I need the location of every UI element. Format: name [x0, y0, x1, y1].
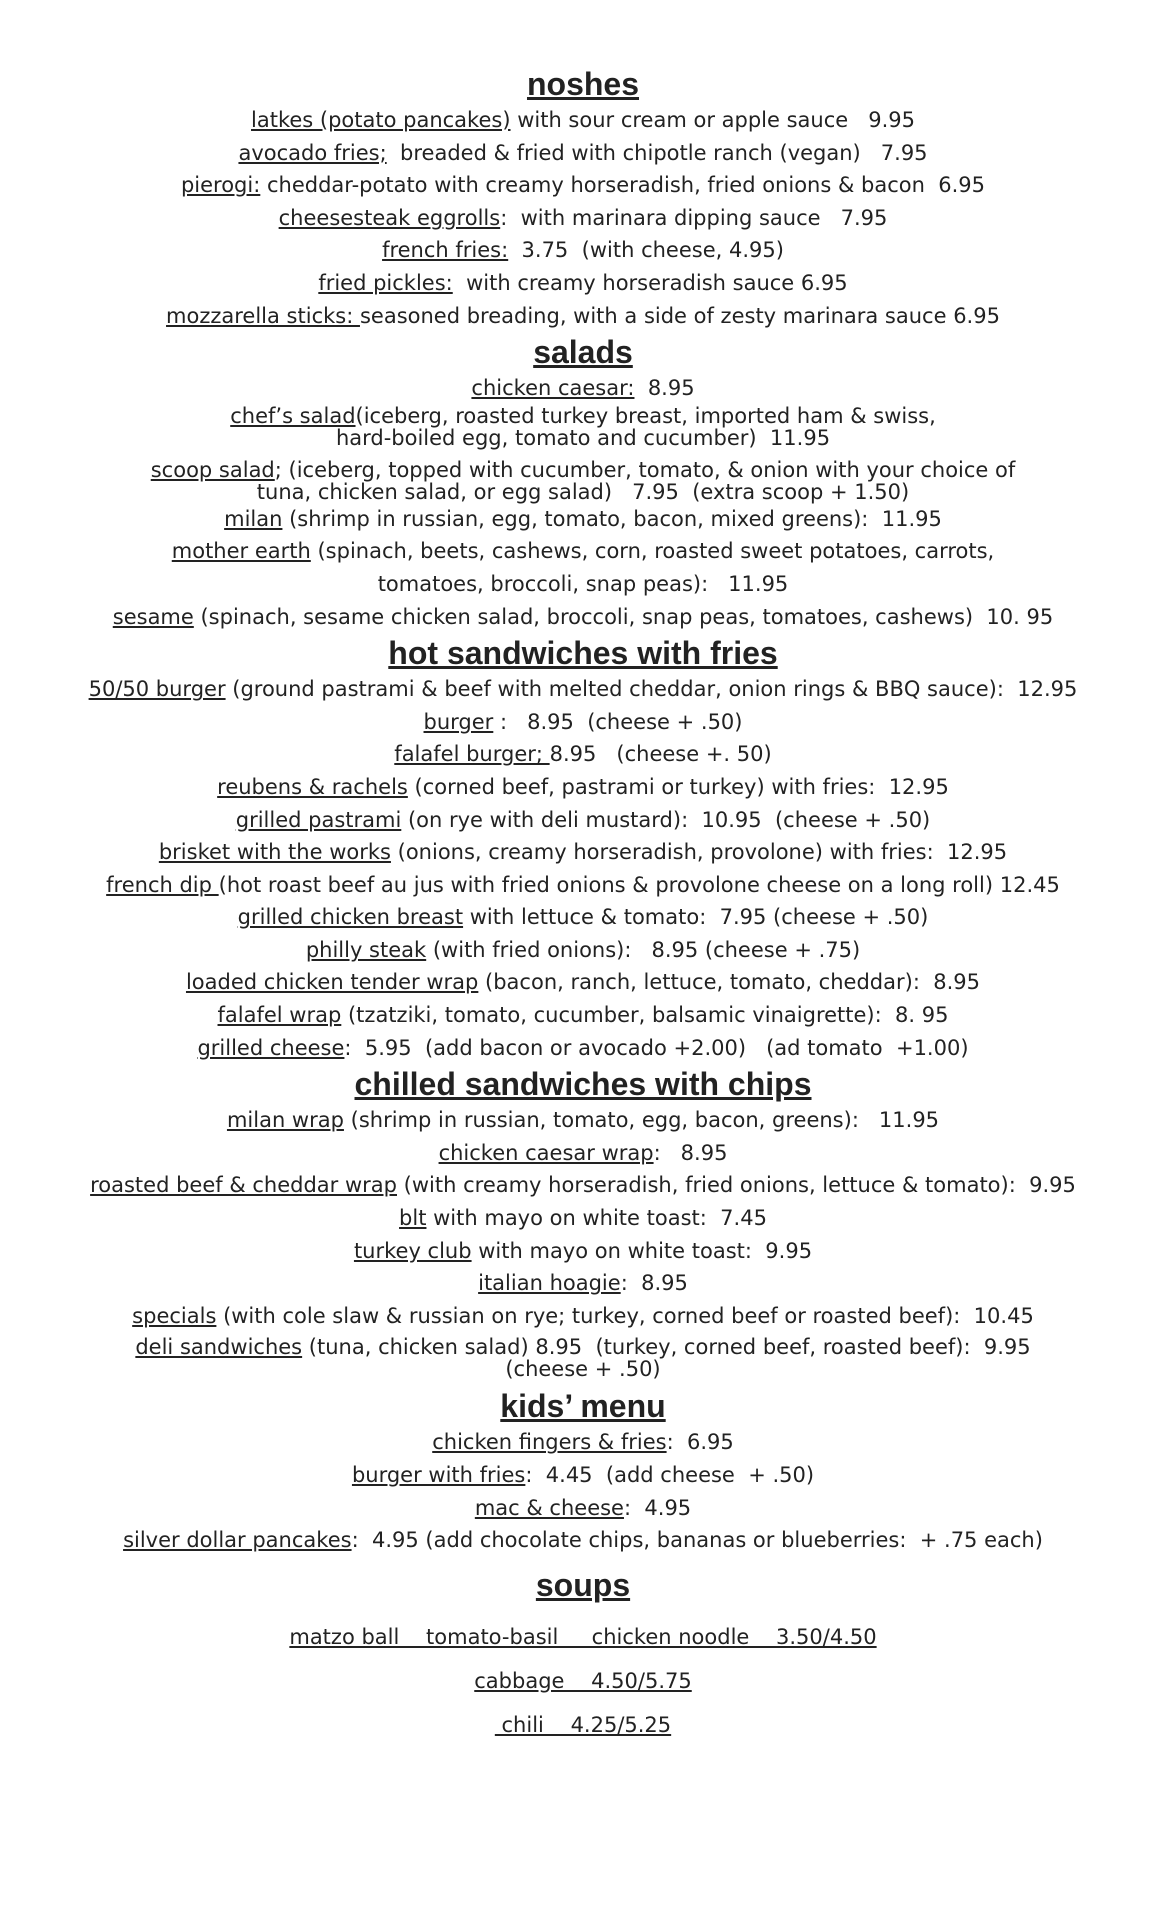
item-desc: (hot roast beef au jus with fried onions & provolone cheese on a long roll) 12.45 [218, 872, 1060, 897]
item-name: burger with fries [351, 1463, 526, 1487]
item-name: 50/50 burger [88, 677, 226, 702]
menu-item [0, 137, 1166, 170]
menu-item [0, 673, 1166, 706]
menu-item [0, 503, 1166, 536]
soup-line: matzo ball tomato-basil chicken noodle 3.50/4.50 [289, 1624, 877, 1649]
menu-item [0, 169, 1166, 202]
item-name: chicken caesar: [471, 376, 635, 401]
item-desc: (tzatziki, tomato, cucumber, balsamic vinaigrette): 8. 95 [341, 1003, 949, 1028]
menu-item [0, 300, 1166, 333]
item-name: avocado fries; [238, 140, 387, 165]
item-name: cheesesteak eggrolls [278, 205, 501, 230]
item-name: reubens & rachels [217, 774, 408, 799]
menu-item [0, 1202, 1166, 1235]
item-desc: ; (iceberg, topped with cucumber, tomato, & onion with your choice of [274, 457, 1016, 482]
item-name: french fries: [382, 238, 509, 263]
item-desc: seasoned breading, with a side of zesty marinara sauce 6.95 [359, 303, 1000, 328]
item-desc: : 4.95 [623, 1495, 692, 1520]
menu-item [0, 1104, 1166, 1137]
item-name: philly steak [305, 937, 427, 962]
menu-item [0, 804, 1166, 837]
menu-item [0, 1137, 1166, 1170]
item-desc: (bacon, ranch, lettuce, tomato, cheddar): 8.95 [478, 970, 981, 995]
item-desc-cont: (cheese + .50) [505, 1357, 661, 1382]
item-name: mozzarella sticks: [166, 303, 360, 328]
section-title-soups: soups [535, 1566, 631, 1603]
menu-item [0, 202, 1166, 235]
item-name: pierogi: [180, 173, 261, 198]
item-name: deli sandwiches [135, 1335, 303, 1360]
item-desc: (spinach, sesame chicken salad, broccoli, snap peas, tomatoes, cashews) 10. 95 [193, 604, 1054, 629]
item-name: turkey club [353, 1238, 472, 1263]
menu-item [0, 1459, 1166, 1492]
item-name: sesame [112, 604, 194, 629]
item-desc: : 8.95 [653, 1140, 728, 1165]
item-desc: (corned beef, pastrami or turkey) with fries: 12.95 [407, 774, 949, 799]
item-desc: : 6.95 [666, 1430, 734, 1455]
item-desc: with mayo on white toast: 9.95 [471, 1238, 813, 1263]
item-name: mother earth [171, 539, 311, 564]
item-name: fried pickles: [318, 270, 453, 295]
menu-item [0, 1032, 1166, 1065]
item-name: falafel wrap [217, 1003, 342, 1028]
item-name: grilled pastrami [235, 807, 402, 832]
menu-item [0, 104, 1166, 137]
menu-item [0, 267, 1166, 300]
item-desc: : 4.45 (add cheese + .50) [525, 1463, 815, 1487]
menu-item [0, 934, 1166, 967]
section-hot-sandwiches [0, 633, 1166, 1064]
section-noshes [0, 64, 1166, 332]
menu-item [0, 1169, 1166, 1202]
item-desc: (onions, creamy horseradish, provolone) with fries: 12.95 [390, 840, 1008, 865]
item-desc: (shrimp in russian, egg, tomato, bacon, mixed greens): 11.95 [282, 506, 942, 531]
item-desc: : 8.95 [620, 1271, 688, 1296]
item-name: chicken caesar wrap [438, 1140, 654, 1165]
item-desc: (shrimp in russian, tomato, egg, bacon, greens): 11.95 [343, 1108, 940, 1133]
menu-item [0, 1524, 1166, 1557]
item-name: brisket with the works [158, 840, 391, 865]
item-desc: with mayo on white toast: 7.45 [426, 1206, 767, 1231]
item-desc: : 4.95 (add chocolate chips, bananas or blueberries: + .75 each) [351, 1528, 1043, 1553]
menu-item [0, 966, 1166, 999]
item-name: chicken fingers & fries [432, 1430, 667, 1455]
section-salads [0, 332, 1166, 633]
item-name: mac & cheese [474, 1495, 624, 1520]
section-title-kids-menu: kids’ menu [500, 1388, 666, 1425]
item-desc-cont: hard-boiled egg, tomato and cucumber) 11.95 [335, 425, 831, 450]
soup-line: cabbage 4.50/5.75 [474, 1668, 692, 1693]
menu-item [0, 459, 1166, 503]
menu-item [0, 535, 1166, 600]
item-desc: : 8.95 (cheese + .50) [493, 709, 743, 734]
menu-item [0, 901, 1166, 934]
item-desc-cont: tomatoes, broccoli, snap peas): 11.95 [377, 571, 789, 596]
menu-item [0, 601, 1166, 634]
menu-item [0, 1267, 1166, 1300]
item-name: chef’s salad [230, 403, 356, 428]
item-name: falafel burger; [394, 742, 550, 767]
item-desc: (tuna, chicken salad) 8.95 (turkey, corned beef, roasted beef): 9.95 [302, 1335, 1031, 1360]
item-name: blt [399, 1206, 427, 1231]
item-name: grilled chicken breast [237, 905, 464, 930]
item-name: roasted beef & cheddar wrap [90, 1173, 397, 1198]
section-title-salads: salads [533, 334, 633, 371]
menu-item [0, 1492, 1166, 1525]
item-desc: (ground pastrami & beef with melted cheddar, onion rings & BBQ sauce): 12.95 [225, 677, 1078, 702]
section-title-hot-sandwiches: hot sandwiches with fries [388, 635, 778, 672]
menu-item [0, 1235, 1166, 1268]
menu-item [0, 405, 1166, 449]
item-desc: (iceberg, roasted turkey breast, imported ham & swiss, [355, 403, 936, 428]
item-desc: with creamy horseradish sauce 6.95 [452, 270, 848, 295]
item-name: italian hoagie [478, 1271, 621, 1296]
item-desc: cheddar-potato with creamy horseradish, fried onions & bacon 6.95 [260, 173, 986, 198]
section-kids-menu [0, 1386, 1166, 1556]
item-desc: (spinach, beets, cashews, corn, roasted sweet potatoes, carrots, [310, 539, 995, 564]
item-desc: 3.75 (with cheese, 4.95) [508, 238, 784, 263]
menu-item [0, 1300, 1166, 1333]
item-desc: 8.95 [634, 376, 695, 401]
section-title-chilled-sandwiches: chilled sandwiches with chips [354, 1066, 812, 1103]
menu-item [0, 999, 1166, 1032]
menu-item [0, 836, 1166, 869]
menu-item [0, 234, 1166, 267]
soup-line: chili 4.25/5.25 [494, 1712, 672, 1737]
item-desc: : 5.95 (add bacon or avocado +2.00) (ad tomato +1.00) [344, 1035, 969, 1060]
item-desc: (with fried onions): 8.95 (cheese + .75) [426, 937, 861, 962]
item-desc: (with creamy horseradish, fried onions, lettuce & tomato): 9.95 [397, 1173, 1076, 1198]
menu-item [0, 738, 1166, 771]
menu-item [0, 1426, 1166, 1459]
section-soups [0, 1565, 1166, 1747]
section-chilled-sandwiches [0, 1064, 1166, 1380]
menu-item [0, 372, 1166, 405]
item-name: specials [132, 1303, 217, 1328]
section-title-noshes: noshes [526, 66, 640, 102]
item-desc: : with marinara dipping sauce 7.95 [500, 205, 888, 230]
item-desc: with sour cream or apple sauce 9.95 [510, 108, 915, 132]
item-name: loaded chicken tender wrap [185, 970, 479, 995]
menu-item [0, 869, 1166, 902]
menu-item [0, 771, 1166, 804]
item-desc: breaded & fried with chipotle ranch (vegan) 7.95 [386, 140, 928, 165]
menu-item [0, 1336, 1166, 1380]
item-name: scoop salad [150, 457, 275, 482]
item-name: milan wrap [226, 1108, 344, 1133]
item-name: burger [423, 709, 494, 734]
item-name: silver dollar pancakes [123, 1528, 352, 1553]
menu-item [0, 706, 1166, 739]
item-name: grilled cheese [197, 1035, 345, 1060]
item-desc: 8.95 (cheese +. 50) [549, 742, 772, 767]
item-desc: with lettuce & tomato: 7.95 (cheese + .50) [463, 905, 929, 930]
item-desc-cont: tuna, chicken salad, or egg salad) 7.95 (extra scoop + 1.50) [256, 479, 910, 504]
item-name: french dip [106, 872, 219, 897]
item-name: latkes (potato pancakes) [251, 108, 511, 132]
item-desc: (with cole slaw & russian on rye; turkey, corned beef or roasted beef): 10.45 [216, 1303, 1034, 1328]
item-name: milan [224, 506, 283, 531]
item-desc: (on rye with deli mustard): 10.95 (cheese + .50) [401, 807, 931, 832]
